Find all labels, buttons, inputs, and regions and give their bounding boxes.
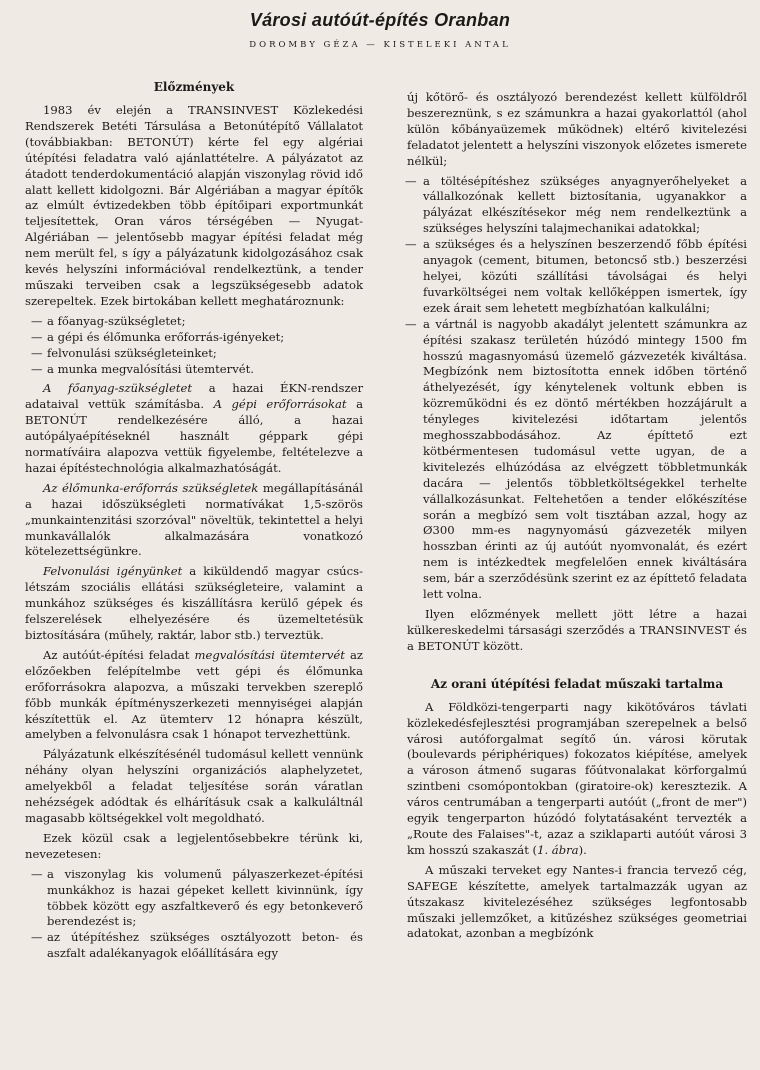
paragraph: Ezek közül csak a legjelentősebbekre térünk ki, nevezetesen:: [25, 830, 363, 861]
emphasis: megvalósítási ütemtervét: [194, 647, 345, 662]
section-heading-prehistory: Előzmények: [153, 80, 235, 94]
difficulties-list: [25, 867, 363, 962]
section-heading-technical-content: Az orani útépítési feladat műszaki tartalma: [430, 676, 724, 691]
paragraph: Pályázatunk elkészítésénél tudomásul kellett vennünk néhány olyan helyszíni organizációs alaphelyzetet, amelyekből a feladat teljesítése során váratlan nehézségek adódtak és elhárításuk csak a kalkuláltnál magasabb költségekkel volt megoldható.: [25, 747, 363, 825]
list-item: — a szükséges és a helyszínen beszerzendő főbb építési anyagok (cement, bitumen, betoncső stb.) beszerzési helyei, közúti szállítási távolságai és helyi fuvarköltségei nem voltak kellőképpen ismertek, így ezek árait sem lehetett megbízhatóan kalkulálni;: [407, 237, 747, 317]
paragraph: Ilyen előzmények mellett jött létre a hazai külkereskedelmi társasági szerződés a TRANSINVEST és a BETONÚT között.: [407, 607, 747, 653]
text-run: a hazai ÉKN-rendszer adataival vettük számításba.: [25, 381, 363, 412]
list-item: — a vártnál is nagyobb akadályt jelentett számunkra az építési szakasz területén húzódó mintegy 1500 fm hosszú magasnyomású üzemelő gázvezeték kiváltása. Megbízónk nem biztosította ennek időben történő áthelyezését, így kénytelenek voltunk ebben is közreműködni és ez döntő mértékben hozzájárult a tényleges kivitelezési időtartam jelentős meghosszabbodásához. Az építtető ezt kötbérmentesen tudomásul vette ugyan, de a kivitelezés elhúzódása az elvégzett többletmunkák dacára — jelentős többletköltségekkel terhelte vállalkozásunkat. Feltehetően a tender előkészítése során a megbízó sem volt tisztában azzal, hogy az Ø300 mm-es nagynyomású gázvezeték milyen hosszban érinti az új autóút nyomvonalát, és ezért nem is intézkedtek megfelelően ennek kiváltására sem, bár a szerződésünk szerint ez az építtető feladata lett volna.: [407, 317, 747, 603]
text-run: az előzőekben felépítelmbe vett gépi és élőmunka erőforrásokra alapozva, a műszaki tervekben szereplő főbb munkák építményszerkezeti mennyiségei alapján készítettük el. Az ütemterv 12 hónapra készült, amelyben a felvonulásra csak 1 hónapot tervezhettünk.: [25, 647, 363, 742]
list-item: — a munka megvalósítási ütemtervét.: [25, 362, 363, 378]
difficulties-list-continued: [407, 174, 747, 603]
text-run: megállapításánál a hazai időszükségleti normatívákat 1,5-szörös „munkaintenzitási szorzóval" növeltük, tekintettel a helyi munkavállalók alkalmazására vonatkozó kötelezettségünkre.: [25, 480, 363, 559]
paragraph: [25, 481, 363, 561]
paragraph: [25, 564, 363, 644]
paragraph-continuation: új kőtörő- és osztályozó berendezést kellett külföldről beszereznünk, s ez számunkra a hazai gyakorlattól (ahol külön kőbányaüzemek működnek) eltérő kivitelezési feladatot jelentett a helyszíni viszonyok előzetes ismerete nélkül;: [407, 90, 747, 168]
list-item: — a gépi és élőmunka erőforrás-igényeket;: [25, 330, 363, 346]
left-column: [25, 80, 363, 966]
paragraph: [407, 700, 747, 859]
list-item: — az útépítéshez szükséges osztályozott beton- és aszfalt adalékanyagok előállítására egy: [25, 930, 363, 962]
figure-reference: 1. ábra: [537, 842, 579, 857]
text-run: a BETONÚT rendelkezésére álló, a hazai autópályaépítéseknél használt géppark gépi normatíváira alapozva vettük figyelembe, feltételezve a hazai építéstechnológia alkalmazhatóságát.: [25, 397, 363, 475]
paragraph: [25, 381, 363, 476]
paragraph: 1983 év elején a TRANSINVEST Közlekedési Rendszerek Betéti Társulása a Betonútépítő Vállalatot (továbbiakban: BETONÚT) kérte fel egy algériai útépítési feladatra való ajánlattételre. A pályázatot az átadott tenderdokumentáció alapján viszonylag rövid idő alatt kellett kidolgozni. Bár Algériában a magyar építők az elmúlt évtizedekben több építőipari exportmunkát teljesítettek, Oran város térségében — Nyugat-Algériában — jelentősebb magyar építési feladat még nem merült fel, s így a pályázatunk kidolgozásához csak kevés helyszíni információval rendelkeztünk, a tender műszaki terveiben csak a legszükségesebb adatok szerepeltek. Ezek birtokában kellett meghatároznunk:: [25, 103, 363, 308]
text-run: A Földközi-tengerparti nagy kikötőváros távlati közlekedésfejlesztési programjában szerepelnek a belső városi autóforgalmat segítő ún. városi körutak (boulevards périphériques) fokozatos kiépítése, amelyek a városon átmenő sugaras főútvonalakat körforgalmú szintbeni csomópontokban (giratoire-ok) keresztezik. A város centrumában a tengerparti autóút („front de mer") egyik tengerparton húzódó folytatásaként tervezték a „Route des Falaises"-t, azaz a sziklaparti autóút városi 3 km hosszú szakaszát (: [407, 699, 747, 857]
emphasis: Az élőmunka-erőforrás szükségletek: [43, 480, 259, 495]
emphasis: A főanyag-szükségletet: [43, 381, 193, 396]
article-authors: DOROMBY GÉZA — KISTELEKI ANTAL: [249, 40, 511, 50]
text-run: ).: [578, 842, 587, 857]
text-run: Az autóút-építési feladat: [43, 647, 195, 662]
requirements-list: [25, 314, 363, 378]
article-title: Városi autóút-építés Oranban: [249, 10, 511, 30]
paragraph: A műszaki terveket egy Nantes-i francia tervező cég, SAFEGE készítette, amelyek tartalmazzák ugyan az útszakasz kivitelezéséhez szükséges legfontosabb műszaki jellemzőket, a kitűzéshez szükséges geometriai adatokat, azonban a megbízónk: [407, 862, 747, 941]
right-column: [407, 90, 747, 946]
list-item: — a főanyag-szükségletet;: [25, 314, 363, 330]
emphasis: A gépi erőforrásokat: [213, 397, 347, 412]
text-run: a kiküldendő magyar csúcs-létszám szociális ellátási szükségleteire, valamint a munkához szükséges és kiszállításra kerülő gépek és felszerelések elhelyezésére és üzemeltetésük biztosítására (műhely, raktár, labor stb.) terveztük.: [25, 564, 363, 642]
list-item: — a viszonylag kis volumenű pályaszerkezet-építési munkákhoz is hazai gépeket kellett kivinnünk, így többek között egy aszfaltkeverő és egy betonkeverő berendezést is;: [25, 867, 363, 931]
list-item: — a töltésépítéshez szükséges anyagnyerőhelyeket a vállalkozónak kellett biztosítania, ugyanakkor a pályázat elkészítésekor még nem rendelkeztünk a szükséges helyszíni talajmechanikai adatokkal;: [407, 174, 747, 238]
list-item: — felvonulási szükségleteinket;: [25, 346, 363, 362]
emphasis: Felvonulási igényünket: [43, 564, 183, 579]
paragraph: [25, 648, 363, 743]
